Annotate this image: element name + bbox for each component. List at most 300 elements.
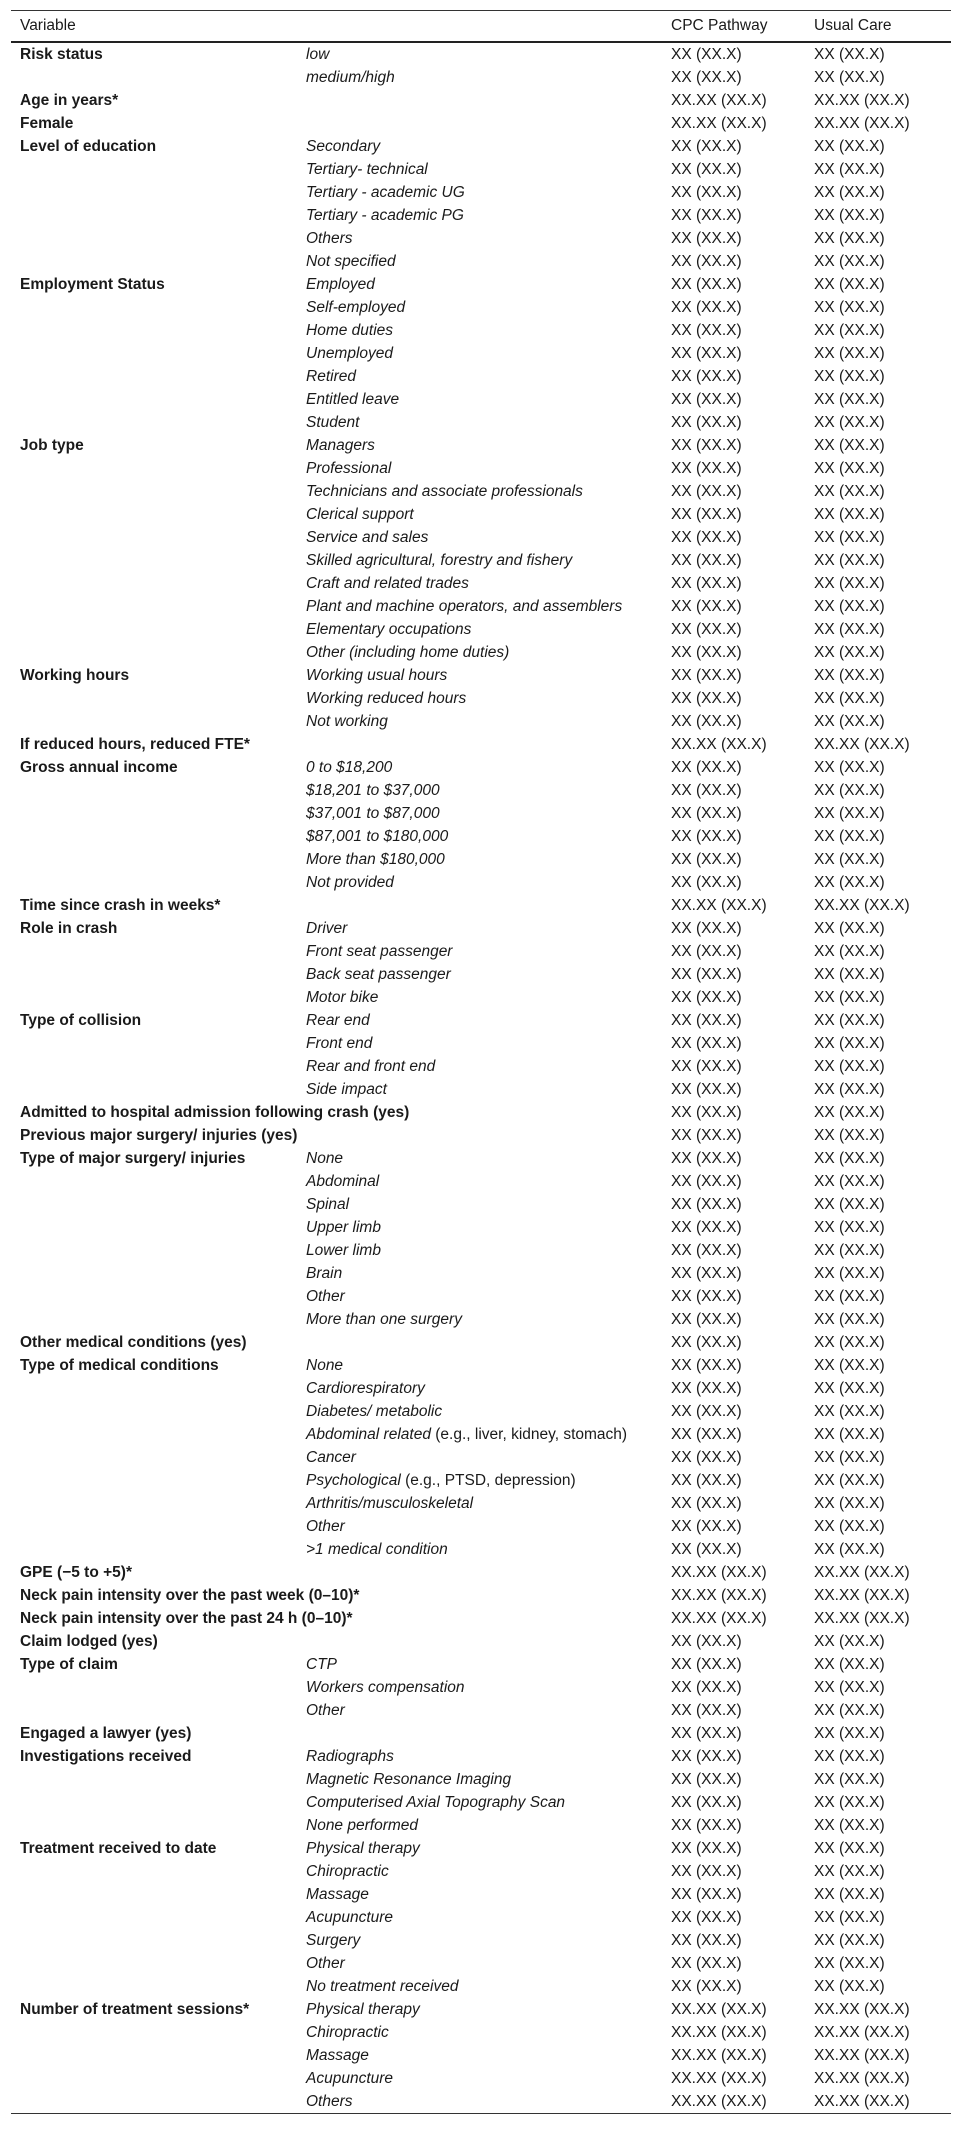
category-cell — [297, 66, 662, 89]
category-label: Secondary — [306, 138, 381, 155]
cpc-pathway-value: XX (XX.X) — [671, 1541, 742, 1558]
category-label: $37,001 to $87,000 — [306, 805, 440, 822]
category-label: Physical therapy — [306, 2001, 420, 2018]
category-cell — [297, 1170, 662, 1193]
category-cell — [297, 1216, 662, 1239]
table-row — [11, 342, 951, 365]
cpc-pathway-value: XX.XX (XX.X) — [671, 1587, 767, 1604]
usual-care-value: XX (XX.X) — [814, 437, 885, 454]
table-row — [11, 1584, 951, 1607]
category-cell — [297, 181, 662, 204]
cpc-pathway-value: XX (XX.X) — [671, 253, 742, 270]
usual-care-value: XX (XX.X) — [814, 828, 885, 845]
usual-care-value: XX (XX.X) — [814, 1518, 885, 1535]
table-row — [11, 1653, 951, 1676]
variable-cell — [11, 848, 297, 871]
variable-cell — [11, 986, 297, 1009]
category-label: Cardiorespiratory — [306, 1380, 425, 1397]
table-row — [11, 296, 951, 319]
usual-care-value: XX (XX.X) — [814, 552, 885, 569]
variable-cell — [11, 802, 297, 825]
category-cell — [297, 365, 662, 388]
cpc-pathway-value: XX (XX.X) — [671, 46, 742, 63]
table-row — [11, 2021, 951, 2044]
usual-care-value: XX (XX.X) — [814, 1196, 885, 1213]
variable-cell: Treatment received to date — [20, 1840, 217, 1857]
variable-cell — [11, 411, 297, 434]
category-cell — [297, 1676, 662, 1699]
category-label: None — [306, 1357, 344, 1374]
table-row — [11, 1101, 951, 1124]
usual-care-value: XX (XX.X) — [814, 1748, 885, 1765]
usual-care-value: XX.XX (XX.X) — [814, 736, 910, 753]
variable-cell — [11, 1170, 297, 1193]
variable-cell — [11, 1538, 297, 1561]
cpc-pathway-value: XX (XX.X) — [671, 322, 742, 339]
variable-cell: Type of major surgery/ injuries — [20, 1150, 246, 1167]
category-label: Spinal — [306, 1196, 350, 1213]
variable-cell — [11, 1216, 297, 1239]
category-cell — [297, 917, 662, 940]
category-cell — [297, 710, 662, 733]
category-cell — [297, 1814, 662, 1837]
category-cell — [297, 779, 662, 802]
category-cell — [297, 1354, 662, 1377]
variable-cell: Claim lodged (yes) — [20, 1633, 158, 1650]
cpc-pathway-value: XX (XX.X) — [671, 851, 742, 868]
usual-care-value: XX (XX.X) — [814, 1794, 885, 1811]
category-cell — [297, 1722, 662, 1745]
usual-care-value: XX (XX.X) — [814, 345, 885, 362]
cpc-pathway-value: XX (XX.X) — [671, 1150, 742, 1167]
cpc-pathway-value: XX.XX (XX.X) — [662, 2090, 805, 2114]
cpc-pathway-value: XX (XX.X) — [671, 1633, 742, 1650]
cpc-pathway-value: XX (XX.X) — [671, 1817, 742, 1834]
category-cell — [297, 526, 662, 549]
category-cell — [297, 112, 662, 135]
cpc-pathway-value: XX (XX.X) — [671, 1403, 742, 1420]
cpc-pathway-value: XX (XX.X) — [671, 598, 742, 615]
category-label: Other — [306, 1955, 345, 1972]
category-label: Massage — [306, 2047, 369, 2064]
cpc-pathway-value: XX (XX.X) — [671, 943, 742, 960]
table-row — [11, 1906, 951, 1929]
table-row — [11, 135, 951, 158]
usual-care-value: XX (XX.X) — [814, 1173, 885, 1190]
category-label: Brain — [306, 1265, 343, 1282]
table-row — [11, 480, 951, 503]
usual-care-value: XX (XX.X) — [814, 1265, 885, 1282]
variable-cell — [11, 1975, 297, 1998]
table-row — [11, 1929, 951, 1952]
category-cell — [297, 1538, 662, 1561]
table-row — [11, 1124, 951, 1147]
category-cell — [297, 1308, 662, 1331]
usual-care-value: XX (XX.X) — [814, 1978, 885, 1995]
variable-cell — [11, 503, 297, 526]
variable-cell — [11, 1699, 297, 1722]
usual-care-value: XX (XX.X) — [814, 253, 885, 270]
category-cell — [297, 1124, 662, 1147]
table-row — [11, 227, 951, 250]
category-label: Surgery — [306, 1932, 361, 1949]
cpc-pathway-value: XX (XX.X) — [671, 161, 742, 178]
usual-care-value: XX (XX.X) — [814, 1679, 885, 1696]
usual-care-value: XX (XX.X) — [814, 391, 885, 408]
category-label: Working usual hours — [306, 667, 448, 684]
category-cell — [297, 1492, 662, 1515]
variable-cell — [11, 1423, 297, 1446]
category-cell — [297, 2090, 662, 2114]
category-label: Motor bike — [306, 989, 379, 1006]
cpc-pathway-value: XX (XX.X) — [671, 575, 742, 592]
usual-care-value: XX.XX (XX.X) — [814, 2070, 910, 2087]
table-row — [11, 1469, 951, 1492]
cpc-pathway-value: XX (XX.X) — [671, 1909, 742, 1926]
variable-cell — [11, 66, 297, 89]
cpc-pathway-value: XX (XX.X) — [671, 713, 742, 730]
table-row — [11, 1193, 951, 1216]
category-cell — [297, 1768, 662, 1791]
category-label: Arthritis/musculoskeletal — [306, 1495, 474, 1512]
cpc-pathway-value: XX (XX.X) — [671, 1725, 742, 1742]
usual-care-value: XX (XX.X) — [814, 368, 885, 385]
category-label: CTP — [306, 1656, 337, 1673]
category-label: Front end — [306, 1035, 373, 1052]
usual-care-value: XX (XX.X) — [814, 69, 885, 86]
usual-care-value: XX (XX.X) — [814, 713, 885, 730]
usual-care-value: XX (XX.X) — [814, 1150, 885, 1167]
variable-cell — [11, 1377, 297, 1400]
usual-care-value: XX (XX.X) — [814, 276, 885, 293]
usual-care-value: XX (XX.X) — [814, 851, 885, 868]
table-row — [11, 365, 951, 388]
category-cell — [297, 434, 662, 457]
variable-cell — [11, 480, 297, 503]
table-row — [11, 848, 951, 871]
category-cell — [297, 2067, 662, 2090]
usual-care-value: XX (XX.X) — [814, 989, 885, 1006]
header-cpc-pathway: CPC Pathway — [662, 11, 805, 43]
category-label: Acupuncture — [306, 1909, 394, 1926]
table-row — [11, 1515, 951, 1538]
category-cell — [297, 1837, 662, 1860]
variable-cell — [11, 319, 297, 342]
table-row — [11, 1147, 951, 1170]
table-row — [11, 641, 951, 664]
header-row — [11, 11, 951, 43]
category-cell — [297, 1952, 662, 1975]
category-label: Abdominal — [306, 1173, 380, 1190]
variable-cell: Gross annual income — [20, 759, 178, 776]
cpc-pathway-value: XX (XX.X) — [671, 1035, 742, 1052]
category-cell — [297, 641, 662, 664]
variable-cell — [11, 1952, 297, 1975]
category-cell — [297, 1883, 662, 1906]
variable-cell — [11, 1262, 297, 1285]
cpc-pathway-value: XX (XX.X) — [671, 345, 742, 362]
variable-cell — [11, 1791, 297, 1814]
table-row — [11, 1561, 951, 1584]
variable-cell — [11, 181, 297, 204]
category-cell — [297, 296, 662, 319]
variable-cell — [11, 871, 297, 894]
category-cell — [297, 250, 662, 273]
usual-care-value: XX (XX.X) — [814, 207, 885, 224]
category-label: More than one surgery — [306, 1311, 462, 1328]
table-row — [11, 572, 951, 595]
variable-cell — [11, 1400, 297, 1423]
category-label: Driver — [306, 920, 348, 937]
table-row — [11, 618, 951, 641]
category-cell — [297, 2021, 662, 2044]
category-label: Craft and related trades — [306, 575, 469, 592]
category-label: None — [306, 1150, 344, 1167]
usual-care-value: XX (XX.X) — [814, 1288, 885, 1305]
usual-care-value: XX (XX.X) — [814, 1702, 885, 1719]
category-label: Other (including home duties) — [306, 644, 510, 661]
category-cell — [297, 1745, 662, 1768]
usual-care-value: XX (XX.X) — [814, 1219, 885, 1236]
category-cell — [297, 572, 662, 595]
usual-care-value: XX.XX (XX.X) — [814, 1610, 910, 1627]
table-row — [11, 802, 951, 825]
table-row — [11, 42, 951, 66]
table-row — [11, 1331, 951, 1354]
table-row — [11, 503, 951, 526]
category-cell — [297, 687, 662, 710]
cpc-pathway-value: XX.XX (XX.X) — [671, 2001, 767, 2018]
cpc-pathway-value: XX (XX.X) — [671, 1518, 742, 1535]
header-variable: Variable — [11, 11, 662, 43]
cpc-pathway-value: XX (XX.X) — [671, 1127, 742, 1144]
cpc-pathway-value: XX (XX.X) — [671, 805, 742, 822]
variable-cell — [11, 296, 297, 319]
category-cell — [297, 319, 662, 342]
category-label: $18,201 to $37,000 — [306, 782, 440, 799]
variable-cell — [11, 2090, 297, 2114]
category-cell — [297, 1285, 662, 1308]
table-row — [11, 1239, 951, 1262]
usual-care-value: XX (XX.X) — [814, 782, 885, 799]
cpc-pathway-value: XX (XX.X) — [671, 1288, 742, 1305]
category-cell — [297, 664, 662, 687]
category-cell — [297, 1032, 662, 1055]
variable-cell — [11, 1929, 297, 1952]
table-row — [11, 1078, 951, 1101]
category-cell — [297, 1653, 662, 1676]
cpc-pathway-value: XX (XX.X) — [671, 207, 742, 224]
usual-care-value: XX (XX.X) — [814, 414, 885, 431]
table-row — [11, 526, 951, 549]
cpc-pathway-value: XX (XX.X) — [671, 138, 742, 155]
category-label: Cancer — [306, 1449, 356, 1466]
table-row — [11, 595, 951, 618]
table-row — [11, 687, 951, 710]
category-cell — [297, 1998, 662, 2021]
category-cell — [297, 1055, 662, 1078]
cpc-pathway-value: XX.XX (XX.X) — [671, 92, 767, 109]
category-cell — [297, 1147, 662, 1170]
variable-cell — [11, 1285, 297, 1308]
table-row — [11, 1952, 951, 1975]
usual-care-value: XX (XX.X) — [814, 506, 885, 523]
category-cell — [297, 618, 662, 641]
cpc-pathway-value: XX (XX.X) — [671, 276, 742, 293]
variable-cell — [11, 1469, 297, 1492]
category-label: Diabetes/ metabolic — [306, 1403, 443, 1420]
cpc-pathway-value: XX (XX.X) — [671, 1932, 742, 1949]
variable-cell — [11, 1906, 297, 1929]
category-label: Tertiary- technical — [306, 161, 428, 178]
variable-cell: Level of education — [20, 138, 157, 155]
variable-cell — [11, 158, 297, 181]
table-row — [11, 549, 951, 572]
table-row — [11, 825, 951, 848]
usual-care-value: XX (XX.X) — [814, 1909, 885, 1926]
variable-cell: Job type — [20, 437, 84, 454]
category-label: Clerical support — [306, 506, 414, 523]
category-cell — [297, 595, 662, 618]
category-label: Other — [306, 1702, 345, 1719]
table-row — [11, 1354, 951, 1377]
variable-cell: Number of treatment sessions* — [20, 2001, 250, 2018]
variable-cell — [11, 2044, 297, 2067]
header-usual-care: Usual Care — [805, 11, 951, 43]
table-row — [11, 917, 951, 940]
table-row — [11, 1216, 951, 1239]
table-row — [11, 1998, 951, 2021]
usual-care-value: XX (XX.X) — [814, 161, 885, 178]
variable-cell — [11, 779, 297, 802]
category-label: Others — [306, 230, 353, 247]
category-label: Tertiary - academic UG — [306, 184, 465, 201]
usual-care-value: XX (XX.X) — [814, 1932, 885, 1949]
table-row — [11, 1538, 951, 1561]
cpc-pathway-value: XX (XX.X) — [671, 1104, 742, 1121]
category-cell — [297, 273, 662, 296]
usual-care-value: XX (XX.X) — [814, 1426, 885, 1443]
usual-care-value: XX (XX.X) — [814, 1771, 885, 1788]
table-row — [11, 1814, 951, 1837]
variable-cell — [11, 940, 297, 963]
usual-care-value: XX (XX.X) — [814, 1242, 885, 1259]
variable-cell — [11, 204, 297, 227]
category-label: >1 medical condition — [306, 1541, 448, 1558]
table-row — [11, 273, 951, 296]
variable-cell: Engaged a lawyer (yes) — [20, 1725, 192, 1742]
cpc-pathway-value: XX (XX.X) — [671, 966, 742, 983]
cpc-pathway-value: XX (XX.X) — [671, 1702, 742, 1719]
cpc-pathway-value: XX (XX.X) — [671, 1449, 742, 1466]
usual-care-value: XX (XX.X) — [814, 690, 885, 707]
usual-care-value: XX (XX.X) — [814, 1817, 885, 1834]
category-cell — [297, 894, 662, 917]
variable-cell — [11, 1883, 297, 1906]
category-cell — [297, 1975, 662, 1998]
category-cell — [297, 825, 662, 848]
category-label: Technicians and associate professionals — [306, 483, 583, 500]
cpc-pathway-value: XX (XX.X) — [671, 1219, 742, 1236]
category-label: Rear end — [306, 1012, 370, 1029]
category-label: Rear and front end — [306, 1058, 436, 1075]
category-cell — [297, 1515, 662, 1538]
variable-cell — [11, 1492, 297, 1515]
usual-care-value: XX (XX.X) — [814, 1357, 885, 1374]
variable-cell — [11, 526, 297, 549]
category-label: medium/high — [306, 69, 395, 86]
variable-cell: Admitted to hospital admission following crash (yes) — [20, 1104, 410, 1121]
usual-care-value: XX (XX.X) — [814, 1012, 885, 1029]
usual-care-value: XX (XX.X) — [814, 759, 885, 776]
table-row — [11, 2090, 951, 2114]
cpc-pathway-value: XX (XX.X) — [671, 437, 742, 454]
table-row — [11, 1883, 951, 1906]
table-row — [11, 664, 951, 687]
cpc-pathway-value: XX (XX.X) — [671, 874, 742, 891]
cpc-pathway-value: XX (XX.X) — [671, 529, 742, 546]
table-row — [11, 89, 951, 112]
category-label: Chiropractic — [306, 2024, 389, 2041]
table-row — [11, 250, 951, 273]
usual-care-value: XX (XX.X) — [814, 1449, 885, 1466]
cpc-pathway-value: XX.XX (XX.X) — [671, 1610, 767, 1627]
variable-cell — [11, 641, 297, 664]
category-cell — [297, 204, 662, 227]
category-label: Plant and machine operators, and assemblers — [306, 598, 623, 615]
category-label: Retired — [306, 368, 356, 385]
category-label: Side impact — [306, 1081, 387, 1098]
cpc-pathway-value: XX (XX.X) — [671, 1771, 742, 1788]
category-cell — [297, 1377, 662, 1400]
category-label: Not provided — [306, 874, 394, 891]
category-label: Unemployed — [306, 345, 394, 362]
usual-care-value: XX (XX.X) — [814, 805, 885, 822]
usual-care-value: XX (XX.X) — [814, 966, 885, 983]
usual-care-value: XX (XX.X) — [814, 943, 885, 960]
variable-cell — [11, 342, 297, 365]
variable-cell — [11, 1515, 297, 1538]
table-row — [11, 871, 951, 894]
cpc-pathway-value: XX (XX.X) — [671, 1012, 742, 1029]
usual-care-value: XX.XX (XX.X) — [814, 2024, 910, 2041]
category-cell — [297, 158, 662, 181]
category-cell — [297, 733, 662, 756]
variable-cell — [11, 1446, 297, 1469]
cpc-pathway-value: XX (XX.X) — [671, 1196, 742, 1213]
variable-cell — [11, 572, 297, 595]
category-label: $87,001 to $180,000 — [306, 828, 449, 845]
baseline-characteristics-table — [11, 10, 951, 2114]
table-row — [11, 1423, 951, 1446]
usual-care-value: XX (XX.X) — [814, 1541, 885, 1558]
variable-cell — [11, 1078, 297, 1101]
variable-cell: Risk status — [20, 46, 103, 63]
table-row — [11, 1009, 951, 1032]
usual-care-value: XX (XX.X) — [814, 644, 885, 661]
category-label: Not specified — [306, 253, 396, 270]
category-cell — [297, 388, 662, 411]
usual-care-value: XX (XX.X) — [814, 1403, 885, 1420]
usual-care-value: XX (XX.X) — [814, 1633, 885, 1650]
usual-care-value: XX (XX.X) — [814, 1840, 885, 1857]
table-row — [11, 733, 951, 756]
usual-care-value: XX (XX.X) — [814, 529, 885, 546]
category-label: Others — [306, 2093, 353, 2110]
table-row — [11, 1032, 951, 1055]
cpc-pathway-value: XX (XX.X) — [671, 69, 742, 86]
category-label: Front seat passenger — [306, 943, 453, 960]
